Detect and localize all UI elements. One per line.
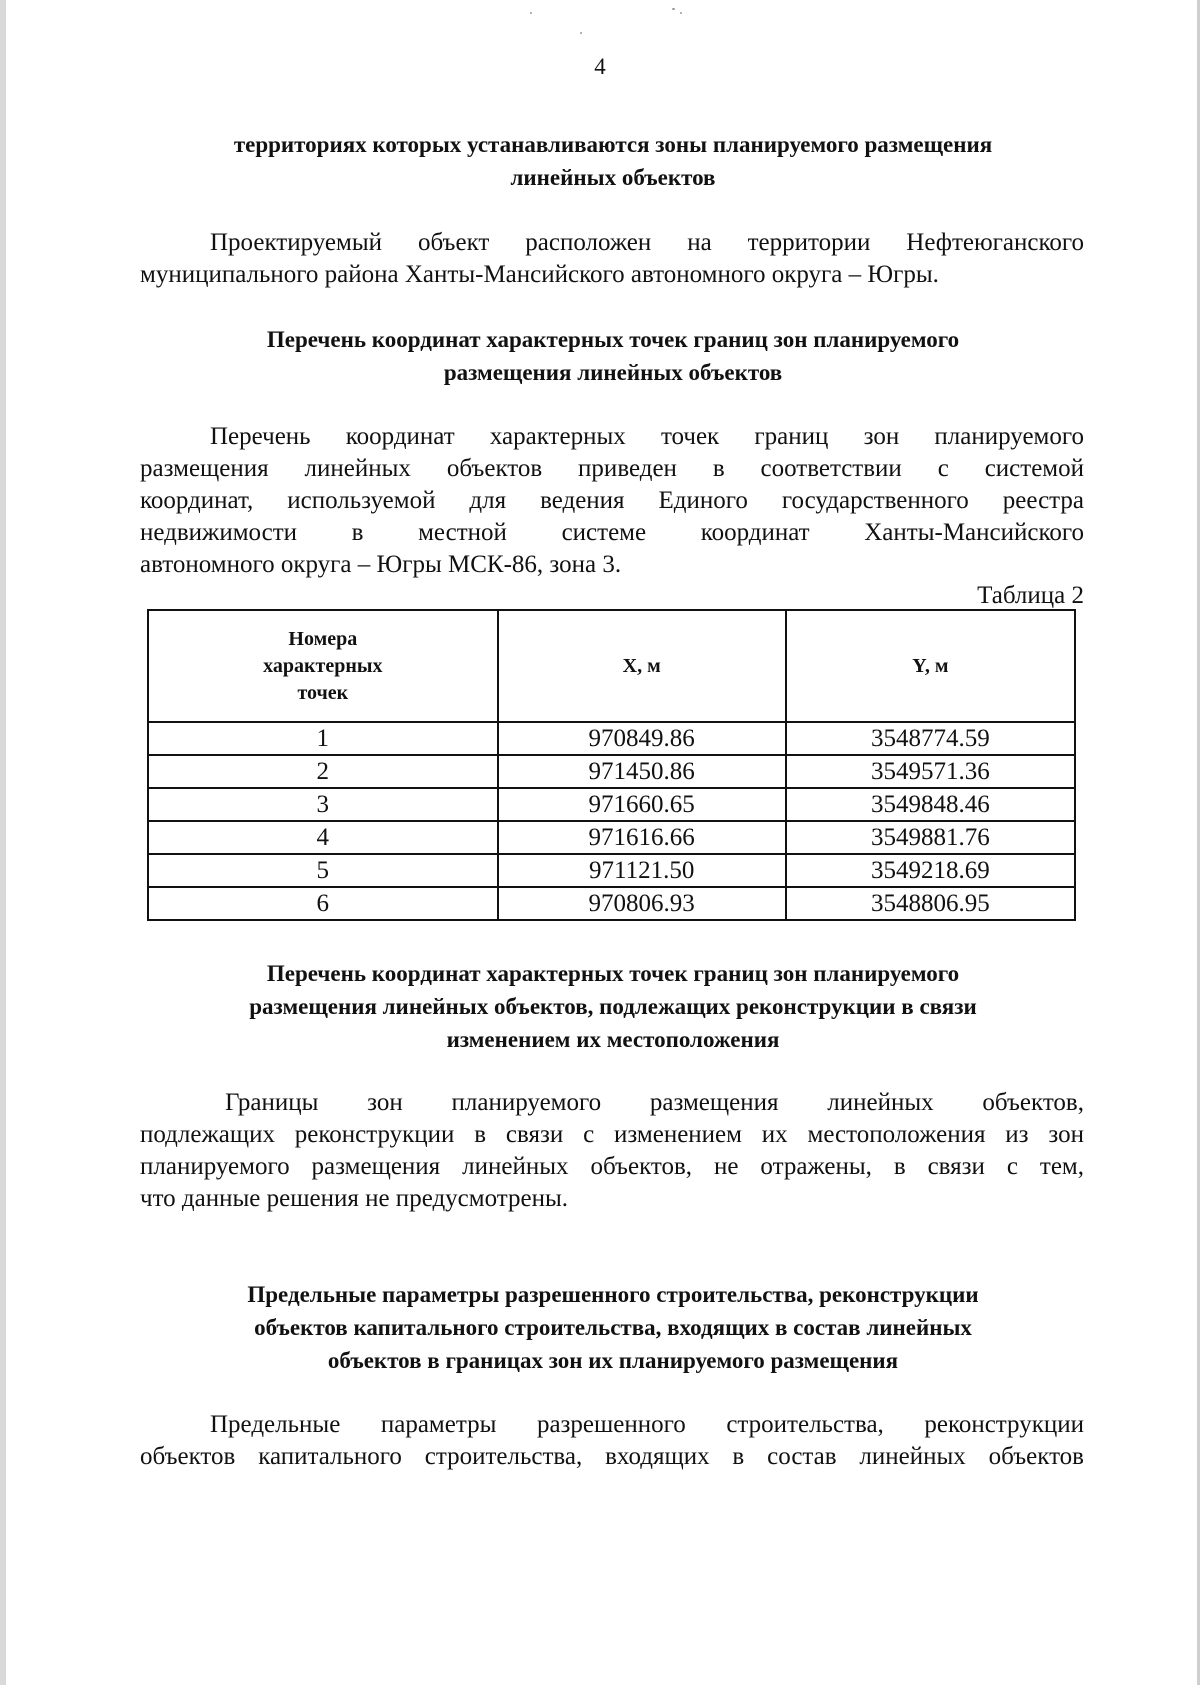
cell-x: 970849.86 [498,722,786,755]
heading-line: Предельные параметры разрешенного строительства, реконструкции [247,1282,979,1307]
paragraph-line: автономного округа – Югры МСК-86, зона 3. [140,551,622,578]
paragraph-line-wrap [140,421,1084,453]
heading-line: Перечень координат характерных точек границ зон планируемого [266,327,960,352]
section3-paragraph [140,1087,1084,1215]
heading-line: объектов капитального строительства, входящих в состав линейных [254,1315,972,1340]
paragraph-line: недвижимости в местной системе координат Ханты-Мансийского [140,519,1084,546]
cell-y: 3548774.59 [786,722,1075,755]
heading-line: размещения линейных объектов, подлежащих реконструкции в связи [249,994,977,1019]
cell-point-number: 6 [148,887,498,920]
section4-heading [140,1278,1086,1377]
cell-x: 971660.65 [498,788,786,821]
section2-paragraph [140,421,1084,581]
scan-speck [672,8,675,10]
table-row [148,887,1075,920]
cell-y: 3549848.46 [786,788,1075,821]
paragraph-line: объектов капитального строительства, входящих в состав линейных объектов [140,1443,1084,1470]
table-row [148,854,1075,887]
section4-paragraph [140,1409,1084,1473]
paragraph-line: Предельные параметры разрешенного строительства, реконструкции [210,1411,1084,1438]
section3-heading [140,957,1086,1056]
paragraph-line: размещения линейных объектов приведен в соответствии с системой [140,455,1084,482]
scan-speck [680,12,682,14]
section2-heading [140,323,1086,389]
cell-x: 971616.66 [498,821,786,854]
cell-point-number: 1 [148,722,498,755]
coordinates-table [147,609,1076,921]
header-line: характерных [263,654,383,677]
heading-line: Перечень координат характерных точек границ зон планируемого [266,961,960,986]
paragraph-line-wrap [140,1409,1084,1441]
header-point-number [148,610,498,722]
paragraph-line-wrap [140,1087,1084,1119]
header-line: Номера [288,627,358,650]
cell-y: 3549571.36 [786,755,1075,788]
section1-heading [140,128,1086,194]
table-header-row [148,610,1075,722]
heading-line: размещения линейных объектов [443,360,783,385]
table-row [148,821,1075,854]
paragraph-line: Границы зон планируемого размещения линейных объектов, [225,1089,1084,1116]
scan-speck [530,12,532,14]
cell-x: 971450.86 [498,755,786,788]
paragraph-line: подлежащих реконструкции в связи с изменением их местоположения из зон [140,1121,1084,1148]
scan-left-edge [0,0,6,1685]
paragraph-line: что данные решения не предусмотрены. [140,1185,569,1212]
table-caption: Таблица 2 [977,582,1084,609]
paragraph-line: Перечень координат характерных точек границ зон планируемого [210,423,1084,450]
heading-line: линейных объектов [510,165,716,190]
cell-y: 3549881.76 [786,821,1075,854]
cell-y: 3548806.95 [786,887,1075,920]
cell-point-number: 5 [148,854,498,887]
paragraph-line: планируемого размещения линейных объектов, не отражены, в связи с тем, [140,1153,1084,1180]
cell-point-number: 2 [148,755,498,788]
cell-point-number: 4 [148,821,498,854]
paragraph-line: координат, используемой для ведения Единого государственного реестра [140,487,1084,514]
paragraph-line-wrap [140,227,1084,259]
heading-line: изменением их местоположения [446,1027,780,1052]
section1-paragraph [140,227,1084,291]
scan-speck [580,32,582,34]
header-x: X, м [498,610,786,722]
cell-x: 970806.93 [498,887,786,920]
cell-point-number: 3 [148,788,498,821]
table-row [148,755,1075,788]
cell-x: 971121.50 [498,854,786,887]
heading-line: территориях которых устанавливаются зоны планируемого размещения [233,132,993,157]
paragraph-line: муниципального района Ханты-Мансийского автономного округа – Югры. [140,261,939,288]
header-y: Y, м [786,610,1075,722]
table-row [148,788,1075,821]
paragraph-line: Проектируемый объект расположен на территории Нефтеюганского [210,229,1084,256]
cell-y: 3549218.69 [786,854,1075,887]
header-line: точек [297,681,349,704]
table-row [148,722,1075,755]
heading-line: объектов в границах зон их планируемого размещения [327,1348,899,1373]
page-number: 4 [594,54,606,79]
